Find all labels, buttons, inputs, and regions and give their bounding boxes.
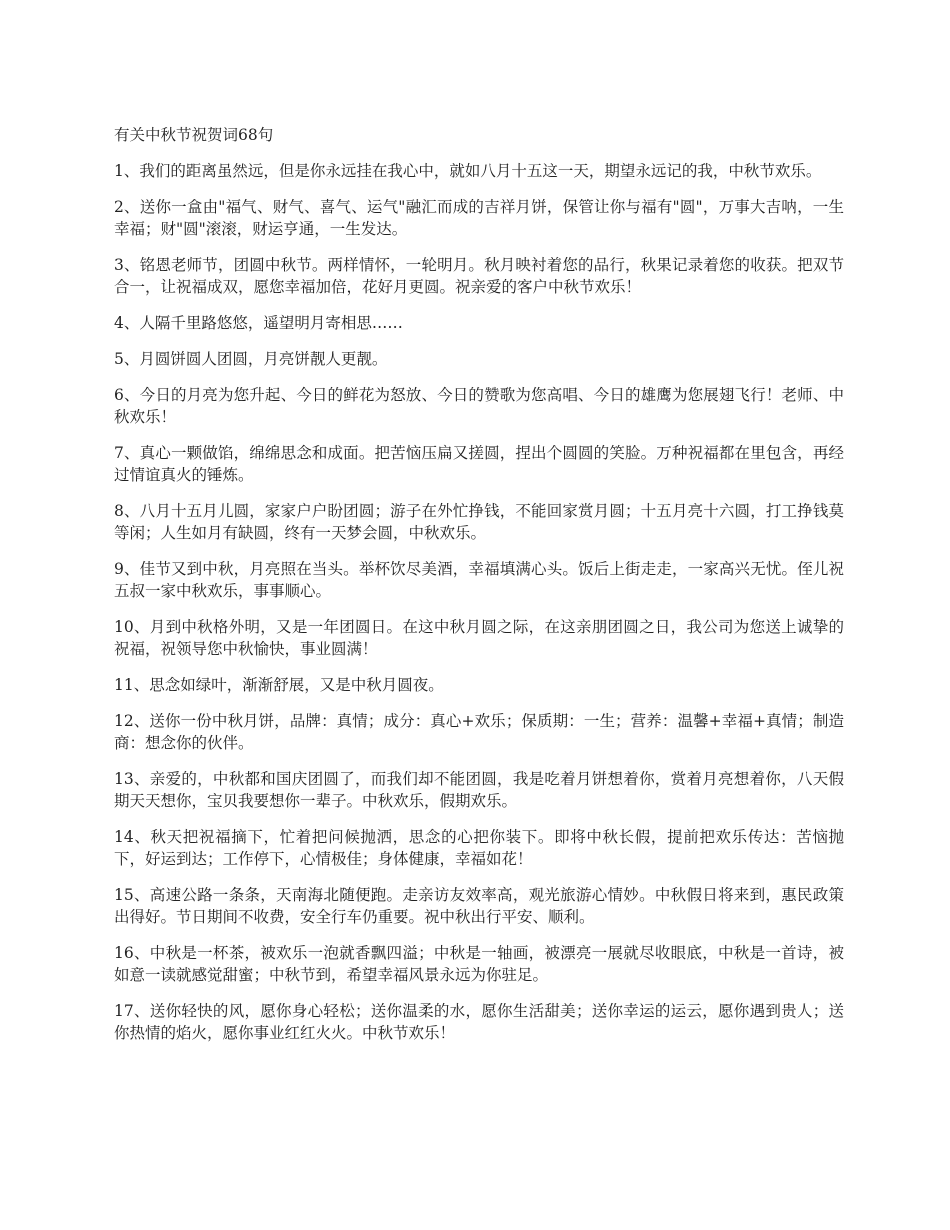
paragraph-9: 9、佳节又到中秋，月亮照在当头。举杯饮尽美酒，幸福填满心头。饭后上街走走，一家高兴无忧。侄儿祝五叔一家中秋欢乐，事事顺心。 (114, 560, 844, 600)
paragraph-3: 3、铭恩老师节，团圆中秋节。两样情怀，一轮明月。秋月映衬着您的品行，秋果记录着您的收获。把双节合一，让祝福成双，愿您幸福加倍，花好月更圆。祝亲爱的客户中秋节欢乐！ (114, 256, 844, 296)
paragraph-12: 12、送你一份中秋月饼，品牌：真情；成分：真心+欢乐；保质期：一生；营养：温馨+幸福+真情；制造商：想念你的伙伴。 (114, 712, 844, 752)
paragraph-16: 16、中秋是一杯茶，被欢乐一泡就香飘四溢；中秋是一轴画，被漂亮一展就尽收眼底，中秋是一首诗，被如意一读就感觉甜蜜；中秋节到，希望幸福风景永远为你驻足。 (114, 944, 844, 984)
paragraph-13: 13、亲爱的，中秋都和国庆团圆了，而我们却不能团圆，我是吃着月饼想着你，赏着月亮想着你，八天假期天天想你，宝贝我要想你一辈子。中秋欢乐，假期欢乐。 (114, 770, 844, 810)
paragraph-1: 1、我们的距离虽然远，但是你永远挂在我心中，就如八月十五这一天，期望永远记的我，中秋节欢乐。 (114, 162, 822, 180)
paragraph-7: 7、真心一颗做馅，绵绵思念和成面。把苦恼压扁又搓圆，捏出个圆圆的笑脸。万种祝福都在里包含，再经过情谊真火的锤炼。 (114, 444, 844, 484)
paragraph-14: 14、秋天把祝福摘下，忙着把问候抛洒，思念的心把你装下。即将中秋长假，提前把欢乐传达：苦恼抛下，好运到达；工作停下，心情极佳；身体健康，幸福如花！ (114, 828, 844, 868)
paragraph-6: 6、今日的月亮为您升起、今日的鲜花为怒放、今日的赞歌为您高唱、今日的雄鹰为您展翅飞行！老师、中秋欢乐！ (114, 386, 844, 426)
paragraph-5: 5、月圆饼圆人团圆，月亮饼靓人更靓。 (114, 350, 388, 368)
paragraph-11: 11、思念如绿叶，渐渐舒展，又是中秋月圆夜。 (114, 676, 444, 694)
document-body (114, 124, 844, 1058)
paragraph-17: 17、送你轻快的风，愿你身心轻松；送你温柔的水，愿你生活甜美；送你幸运的运云，愿你遇到贵人；送你热情的焰火，愿你事业红红火火。中秋节欢乐！ (114, 1002, 844, 1042)
paragraph-15: 15、高速公路一条条，天南海北随便跑。走亲访友效率高，观光旅游心情妙。中秋假日将来到，惠民政策出得好。节日期间不收费，安全行车仍重要。祝中秋出行平安、顺利。 (114, 886, 844, 926)
paragraph-2: 2、送你一盒由"福气、财气、喜气、运气"融汇而成的吉祥月饼，保管让你与福有"圆"，万事大吉呐，一生幸福；财"圆"滚滚，财运亨通，一生发达。 (114, 198, 844, 238)
paragraph-8: 8、八月十五月儿圆，家家户户盼团圆；游子在外忙挣钱，不能回家赏月圆；十五月亮十六圆，打工挣钱莫等闲；人生如月有缺圆，终有一天梦会圆，中秋欢乐。 (114, 502, 844, 542)
paragraph-10: 10、月到中秋格外明，又是一年团圆日。在这中秋月圆之际，在这亲朋团圆之日，我公司为您送上诚挚的祝福，祝领导您中秋愉快，事业圆满！ (114, 618, 844, 658)
document-title: 有关中秋节祝贺词68句 (114, 126, 274, 144)
paragraph-4: 4、人隔千里路悠悠，遥望明月寄相思…… (114, 314, 403, 332)
